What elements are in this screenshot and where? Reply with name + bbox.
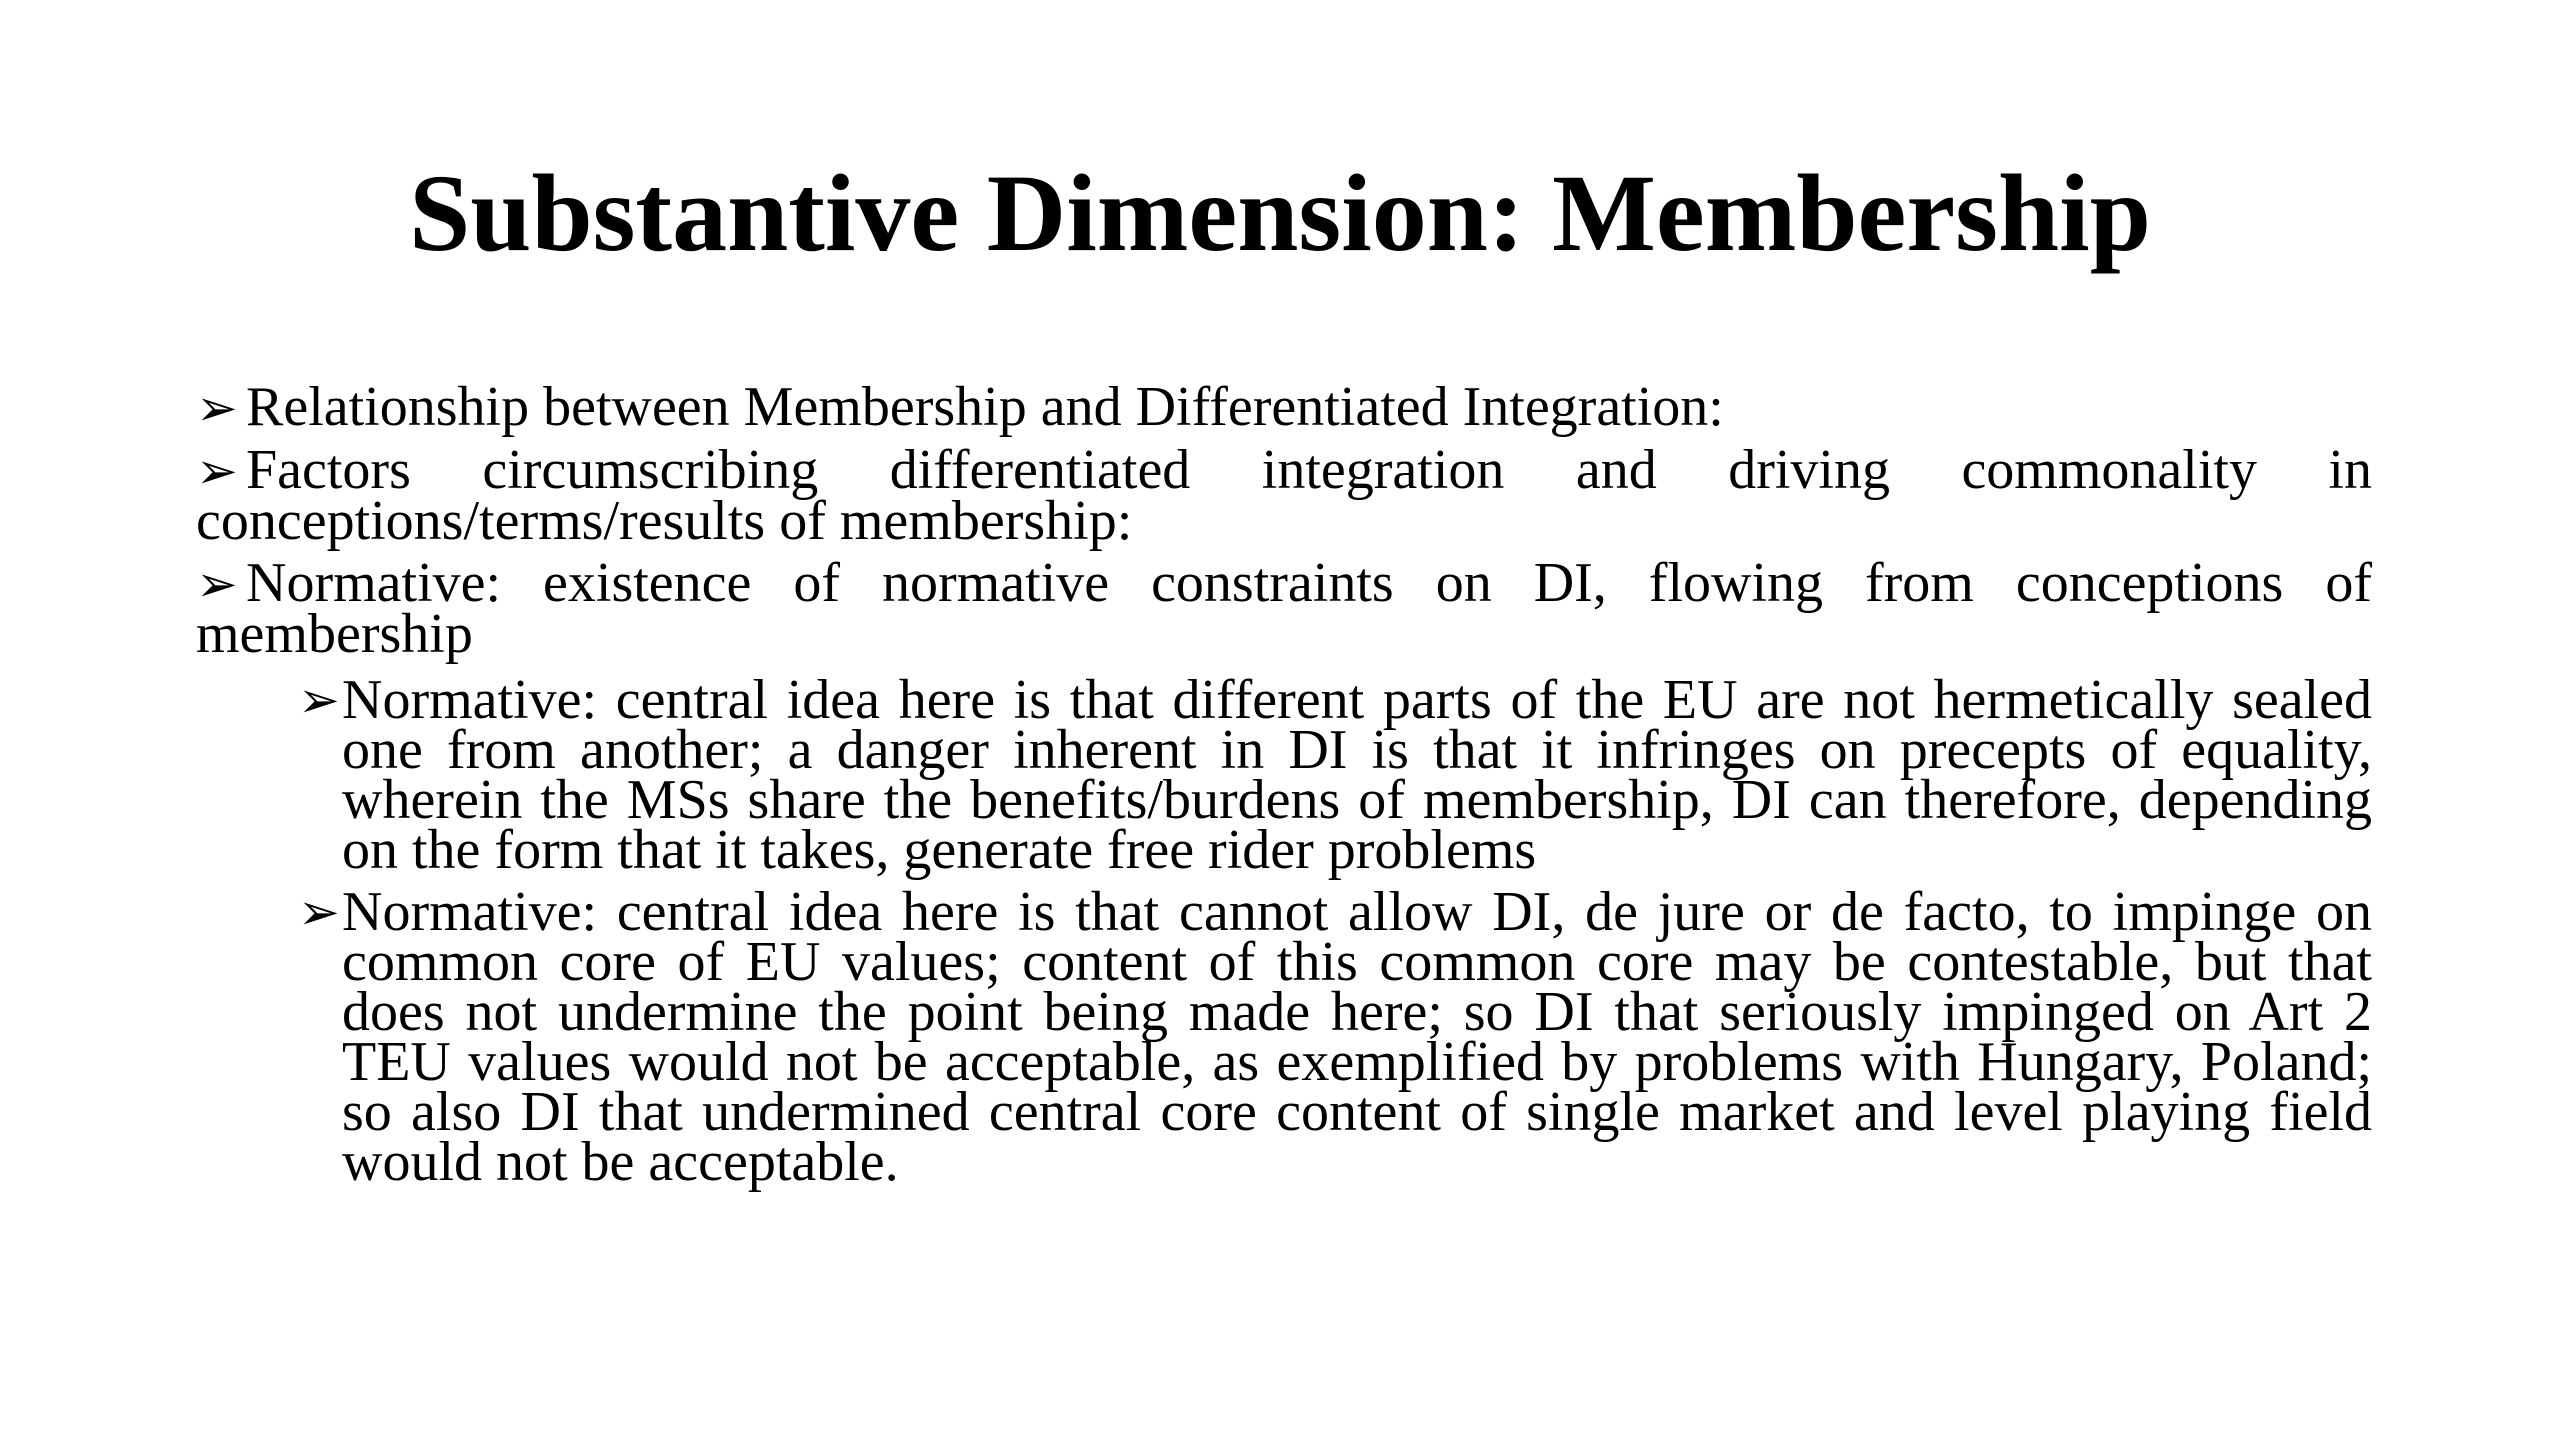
arrow-bullet-icon: ➢ (298, 671, 340, 729)
slide-body (196, 376, 2372, 1199)
arrow-bullet-icon: ➢ (196, 379, 238, 437)
slide-title: Substantive Dimension: Membership (409, 152, 2151, 274)
sub-bullet-item (298, 881, 2372, 1193)
bullet-text: Factors circumscribing differentiated integration and driving commonality in conceptions/terms/results of membership: (196, 439, 2372, 552)
bullet-item (196, 439, 2372, 552)
arrow-bullet-icon: ➢ (298, 883, 340, 941)
bullet-text: Relationship between Membership and Differentiated Integration: (246, 376, 1724, 438)
sub-bullet-item (298, 669, 2372, 881)
bullet-item (196, 552, 2372, 665)
bullet-text: Normative: central idea here is that cannot allow DI, de jure or de facto, to impinge on common core of EU values; content of this common core may be contestable, but that does not undermine the point being made here; so DI that seriously impinged on Art 2 TEU values would not be acceptable, as exemplified by problems with Hungary, Poland; so also DI that undermined central core content of single market and level playing field would not be acceptable. (342, 881, 2372, 1193)
bullet-text: Normative: existence of normative constraints on DI, flowing from conceptions of membership (196, 552, 2372, 665)
arrow-bullet-icon: ➢ (196, 555, 238, 613)
bullet-item (196, 376, 2372, 438)
bullet-text: Normative: central idea here is that different parts of the EU are not hermetically sealed one from another; a danger inherent in DI is that it infringes on precepts of equality, wherein the MSs share the benefits/burdens of membership, DI can therefore, depending on the form that it takes, generate free rider problems (342, 669, 2372, 881)
arrow-bullet-icon: ➢ (196, 442, 238, 500)
